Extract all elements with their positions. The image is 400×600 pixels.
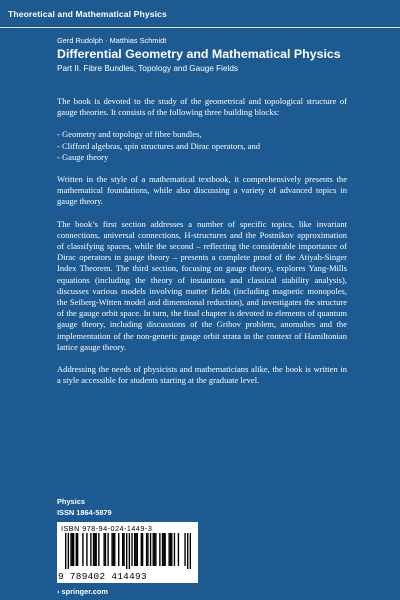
barcode-image: [65, 533, 191, 569]
barcode-bar: [90, 533, 91, 566]
barcode-bar: [70, 533, 71, 566]
barcode-bar: [150, 533, 151, 566]
subject-label: Physics: [57, 497, 85, 506]
isbn-label: ISBN 978-94-024-1449-3: [61, 524, 153, 533]
barcode-bar: [134, 533, 135, 566]
barcode-bar: [111, 533, 112, 566]
barcode-bar: [73, 533, 74, 566]
barcode-bar: [76, 533, 77, 566]
barcode-bar: [174, 533, 175, 566]
barcode-bar: [155, 533, 156, 566]
blurb-style: Written in the style of a mathematical textbook, it comprehensively presents the mathematical foundations, while also discussing a variety of advanced topics in gauge theory.: [57, 174, 347, 207]
barcode-bar: [131, 533, 132, 566]
blurb-intro: The book is devoted to the study of the geometrical and topological structure of gauge theories. It consists of the following three building blocks:: [57, 96, 347, 118]
barcode-bar: [154, 533, 155, 566]
barcode-bar: [164, 533, 165, 566]
barcode-bar: [122, 533, 123, 566]
series-name: Theoretical and Mathematical Physics: [8, 9, 167, 19]
barcode-bar: [113, 533, 114, 566]
barcode-bar: [178, 533, 179, 566]
blurb: [57, 96, 347, 386]
barcode-bar: [170, 533, 171, 566]
barcode-bar: [72, 533, 73, 566]
barcode-bar: [77, 533, 78, 566]
barcode-bar: [94, 533, 95, 566]
barcode-bar: [65, 533, 66, 569]
barcode-box: [57, 522, 198, 583]
barcode-bar: [107, 533, 108, 566]
publisher-url: › springer.com: [57, 587, 108, 596]
barcode-bar: [114, 533, 115, 566]
barcode-bar: [86, 533, 87, 566]
barcode-bar: [98, 533, 99, 566]
barcode-digits: 9 789402 414493: [58, 571, 147, 582]
barcode-bar: [103, 533, 104, 566]
book-subtitle: Part II. Fibre Bundles, Topology and Gauge Fields: [57, 64, 238, 73]
barcode-bar: [146, 533, 147, 566]
barcode-bar: [190, 533, 191, 569]
book-title: Differential Geometry and Mathematical Physics: [57, 47, 341, 61]
barcode-bar: [96, 533, 97, 566]
list-item: - Clifford algebras, spin structures and Dirac operators, and: [57, 140, 261, 151]
barcode-bar: [163, 533, 164, 566]
barcode-bar: [184, 533, 185, 566]
series-divider: [0, 27, 400, 28]
barcode-bar: [118, 533, 119, 566]
blurb-contents: The book’s first section addresses a number of specific topics, like invariant connections, universal connections, H-structures and the Postnikov approximation of classifying spaces, while the second – reflecting the considerable importance of Dirac operators in gauge theory – presents a complete proof of the Atiyah-Singer Index Theorem. The third section, focusing on gauge theory, explores Yang-Mills equations (including the theory of instantons and classical stability analysis), discusses various models involving matter fields (including magnetic monopoles, the Seiberg-Witten model and dimensional reduction), and investigates the structure of the gauge orbit space. In turn, the final chapter is devoted to elements of quantum gauge theory, including discussions of the Gribov problem, anomalies and the implementation of the non-generic gauge orbit strata in the context of Hamiltonian lattice gauge theory.: [57, 218, 347, 352]
barcode-bar: [129, 533, 130, 569]
list-item: - Gauge theory: [57, 151, 109, 162]
barcode-bar: [123, 533, 124, 566]
blurb-audience: Addressing the needs of physicists and mathematicians alike, the book is written in a style accessible for students starting at the graduate level.: [57, 364, 347, 386]
barcode-bar: [141, 533, 142, 566]
barcode-bar: [68, 533, 69, 569]
barcode-bar: [93, 533, 94, 566]
authors: Gerd Rudolph · Matthias Schmidt: [57, 36, 167, 45]
barcode-bar: [135, 533, 136, 566]
list-item: - Geometry and topology of fibre bundles,: [57, 129, 202, 140]
barcode-bar: [137, 533, 138, 566]
barcode-bar: [187, 533, 188, 569]
barcode-bar: [162, 533, 163, 566]
barcode-bar: [82, 533, 83, 566]
building-blocks-list: [57, 129, 347, 163]
barcode-bar: [126, 533, 127, 569]
barcode-bar: [142, 533, 143, 566]
barcode-bar: [159, 533, 160, 566]
barcode-bar: [153, 533, 154, 566]
issn: ISSN 1864-5879: [57, 508, 112, 517]
barcode-bar: [171, 533, 172, 566]
barcode-bar: [168, 533, 169, 566]
barcode-bar: [105, 533, 106, 566]
barcode-bar: [147, 533, 148, 566]
